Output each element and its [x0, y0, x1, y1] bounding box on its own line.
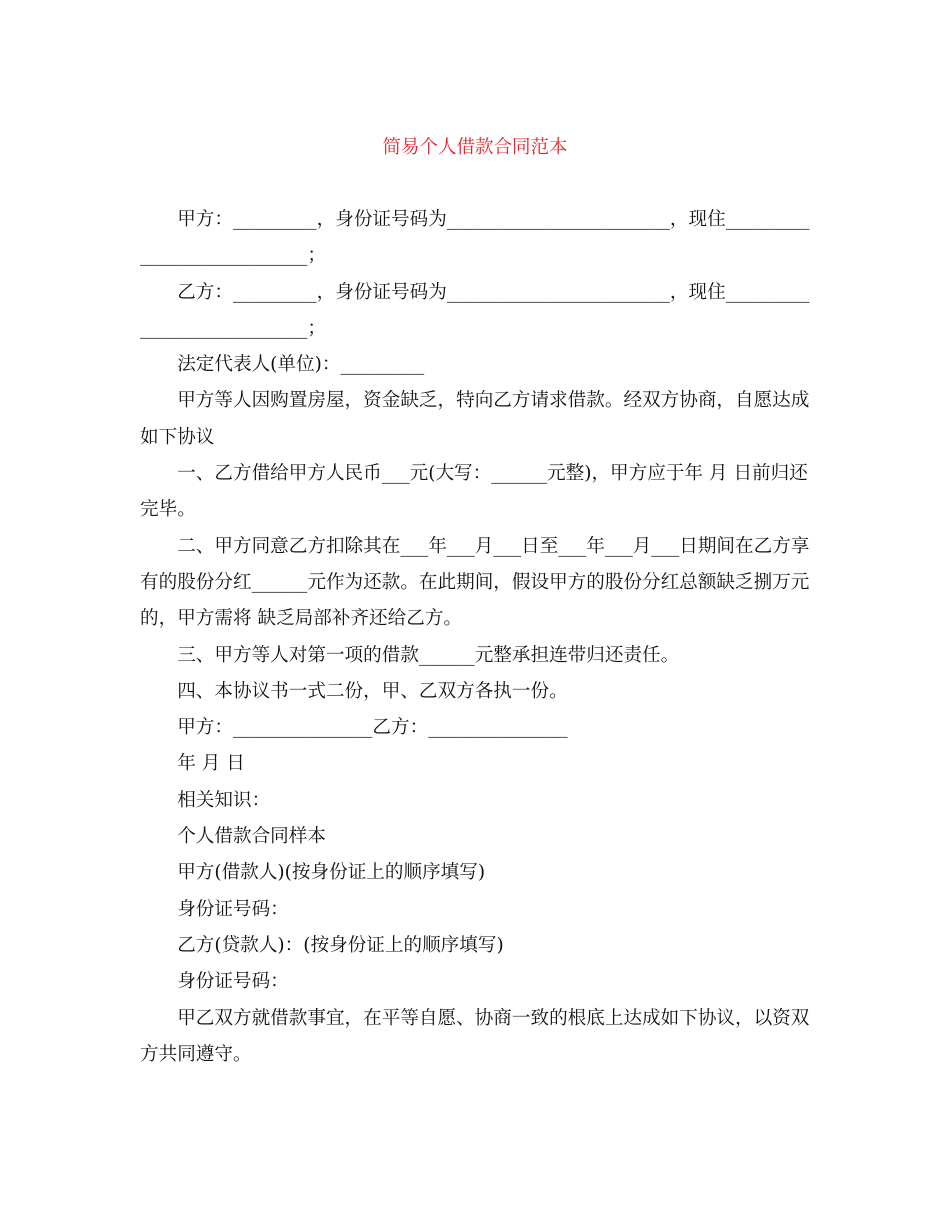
lender-line: 乙方(贷款人)：(按身份证上的顺序填写): [177, 934, 504, 956]
legal-representative: 法定代表人(单位)：_________: [177, 354, 425, 376]
borrower-line: 甲方(借款人)(按身份证上的顺序填写): [177, 862, 486, 884]
agreement-intro: 甲乙双方就借款事宜，在平等自愿、协商一致的根底上达成如下协议，以资双方共同遵守。: [140, 1007, 810, 1065]
date-line: 年 月 日: [177, 753, 245, 775]
borrower-id-line: 身份证号码：: [177, 898, 289, 920]
clause-3: 三、甲方等人对第一项的借款______元整承担连带归还责任。: [177, 644, 680, 666]
sample-heading: 个人借款合同样本: [177, 826, 326, 848]
party-a-info: 甲方：_________，身份证号码为________________________，现住___________________________；: [140, 209, 810, 267]
clause-4: 四、本协议书一式二份，甲、乙双方各执一份。: [177, 680, 568, 702]
signature-line: 甲方：_______________乙方：_______________: [177, 717, 568, 739]
related-knowledge-heading: 相关知识：: [177, 789, 271, 811]
party-b-info: 乙方：_________，身份证号码为________________________，现住___________________________；: [140, 281, 810, 339]
lender-id-line: 身份证号码：: [177, 971, 289, 993]
clause-1: 一、乙方借给甲方人民币___元(大写：______元整)，甲方应于年 月 日前归还完毕。: [140, 463, 808, 521]
preamble: 甲方等人因购置房屋，资金缺乏，特向乙方请求借款。经双方协商，自愿达成如下协议: [140, 390, 810, 448]
document-body: [140, 202, 812, 1073]
document-title: 简易个人借款合同范本: [382, 137, 568, 158]
clause-2: 二、甲方同意乙方扣除其在___年___月___日至___年___月___日期间在乙方享有的股份分红______元作为还款。在此期间，假设甲方的股份分红总额缺乏捌万元的，甲方需将 缺乏局部补齐还给乙方。: [140, 535, 810, 630]
